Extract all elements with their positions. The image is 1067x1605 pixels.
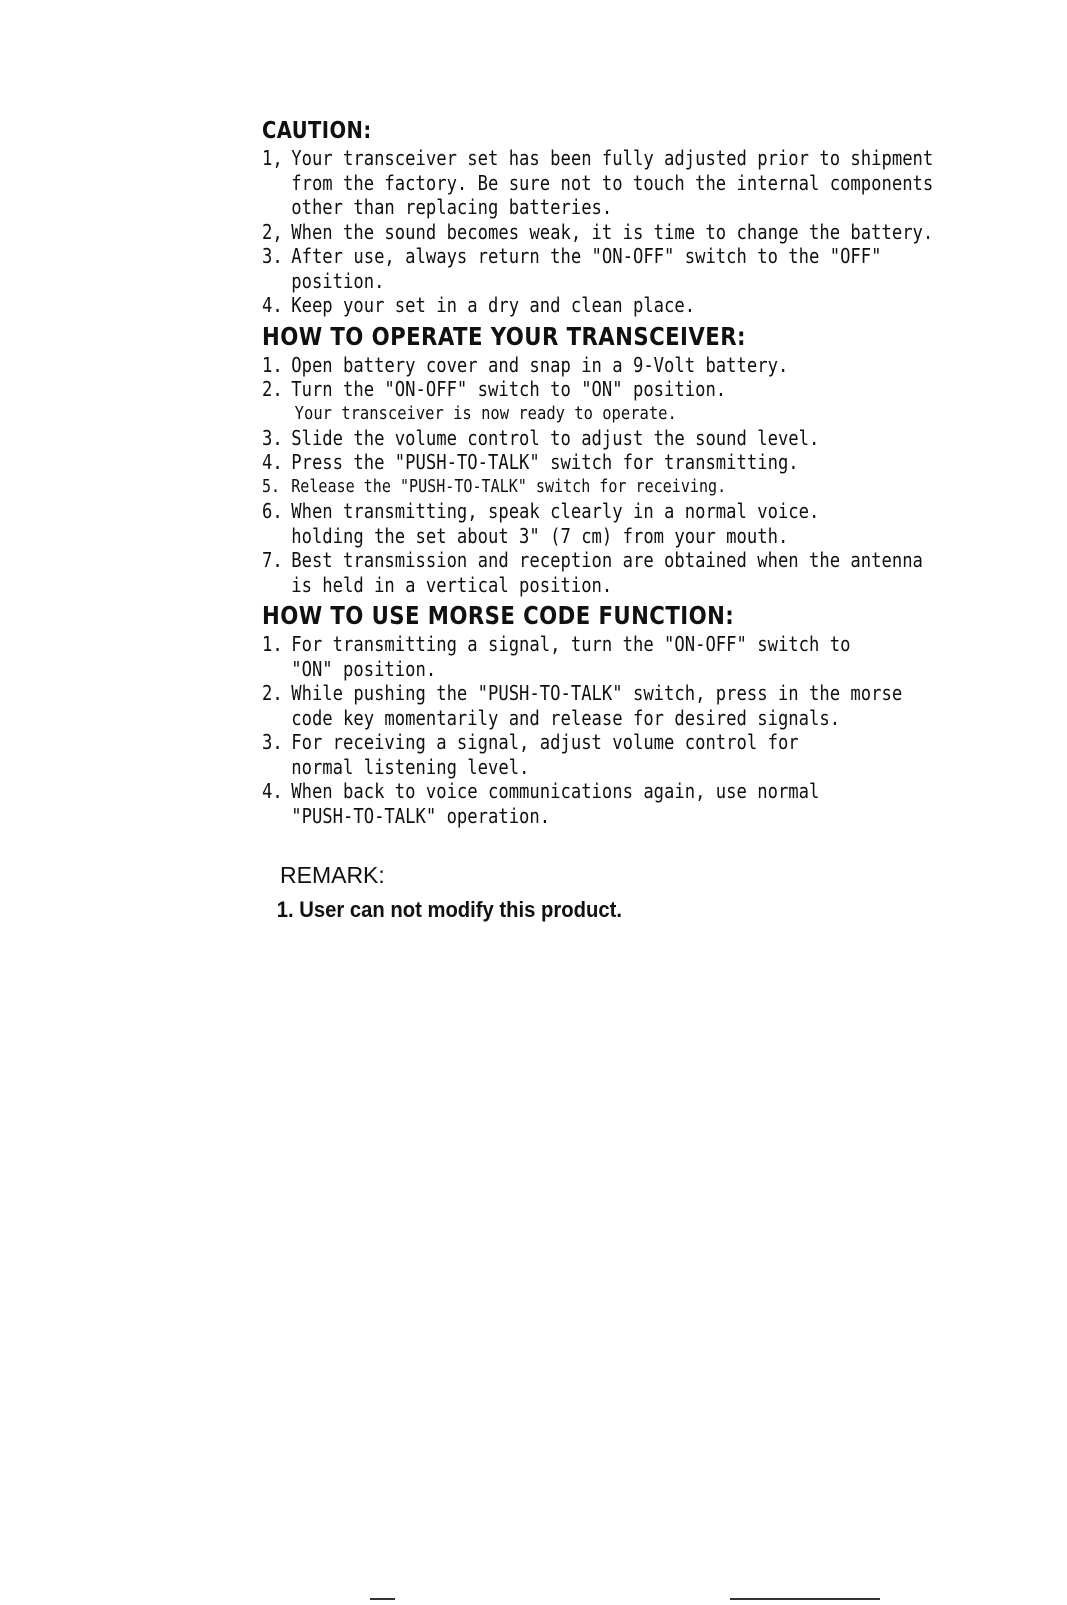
morse-heading: HOW TO USE MORSE CODE FUNCTION: [262, 601, 735, 630]
scan-mark [370, 1598, 395, 1600]
morse-list [262, 632, 1052, 828]
manual-page [262, 114, 1052, 923]
morse-item-2: 2. While pushing the "PUSH-TO-TALK" switch, press in the morse code key momentarily and release for desired signals. [262, 681, 903, 730]
caution-item-4: 4. Keep your set in a dry and clean place. [262, 293, 696, 317]
operate-heading: HOW TO OPERATE YOUR TRANSCEIVER: [262, 321, 746, 351]
morse-item-4: 4. When back to voice communications again, use normal "PUSH-TO-TALK" operation. [262, 779, 820, 828]
operate-item-4: 4. Press the "PUSH-TO-TALK" switch for transmitting. [262, 450, 799, 474]
scan-mark [730, 1598, 880, 1600]
caution-item-1: 1, Your transceiver set has been fully adjusted prior to shipment from the factory. Be sure not to touch the internal components other than replacing batteries. [262, 146, 934, 219]
caution-item-2: 2, When the sound becomes weak, it is time to change the battery. [262, 219, 934, 244]
operate-item-7: 7. Best transmission and reception are obtained when the antenna is held in a vertical position. [262, 548, 923, 597]
operate-item-1: 1. Open battery cover and snap in a 9-Volt battery. [262, 352, 789, 377]
morse-item-1: 1. For transmitting a signal, turn the "ON-OFF" switch to "ON" position. [262, 632, 851, 681]
caution-heading: CAUTION: [262, 118, 372, 144]
operate-list [262, 353, 1052, 598]
remark-heading: REMARK: [280, 862, 385, 888]
remark-item-1: 1. User can not modify this product. [276, 897, 622, 922]
operate-item-5: 5. Release the "PUSH-TO-TALK" switch for receiving. [262, 476, 727, 497]
operate-item-3: 3. Slide the volume control to adjust the sound level. [262, 425, 820, 450]
morse-item-3: 3. For receiving a signal, adjust volume control for normal listening level. [262, 730, 799, 779]
operate-item-6: 6. When transmitting, speak clearly in a normal voice. holding the set about 3" (7 cm) from your mouth. [262, 499, 820, 548]
operate-note: Your transceiver is now ready to operate. [294, 402, 677, 424]
operate-item-2: 2. Turn the "ON-OFF" switch to "ON" position. [262, 377, 727, 401]
caution-item-3: 3. After use, always return the "ON-OFF" switch to the "OFF" position. [262, 244, 882, 293]
caution-list [262, 146, 1052, 318]
